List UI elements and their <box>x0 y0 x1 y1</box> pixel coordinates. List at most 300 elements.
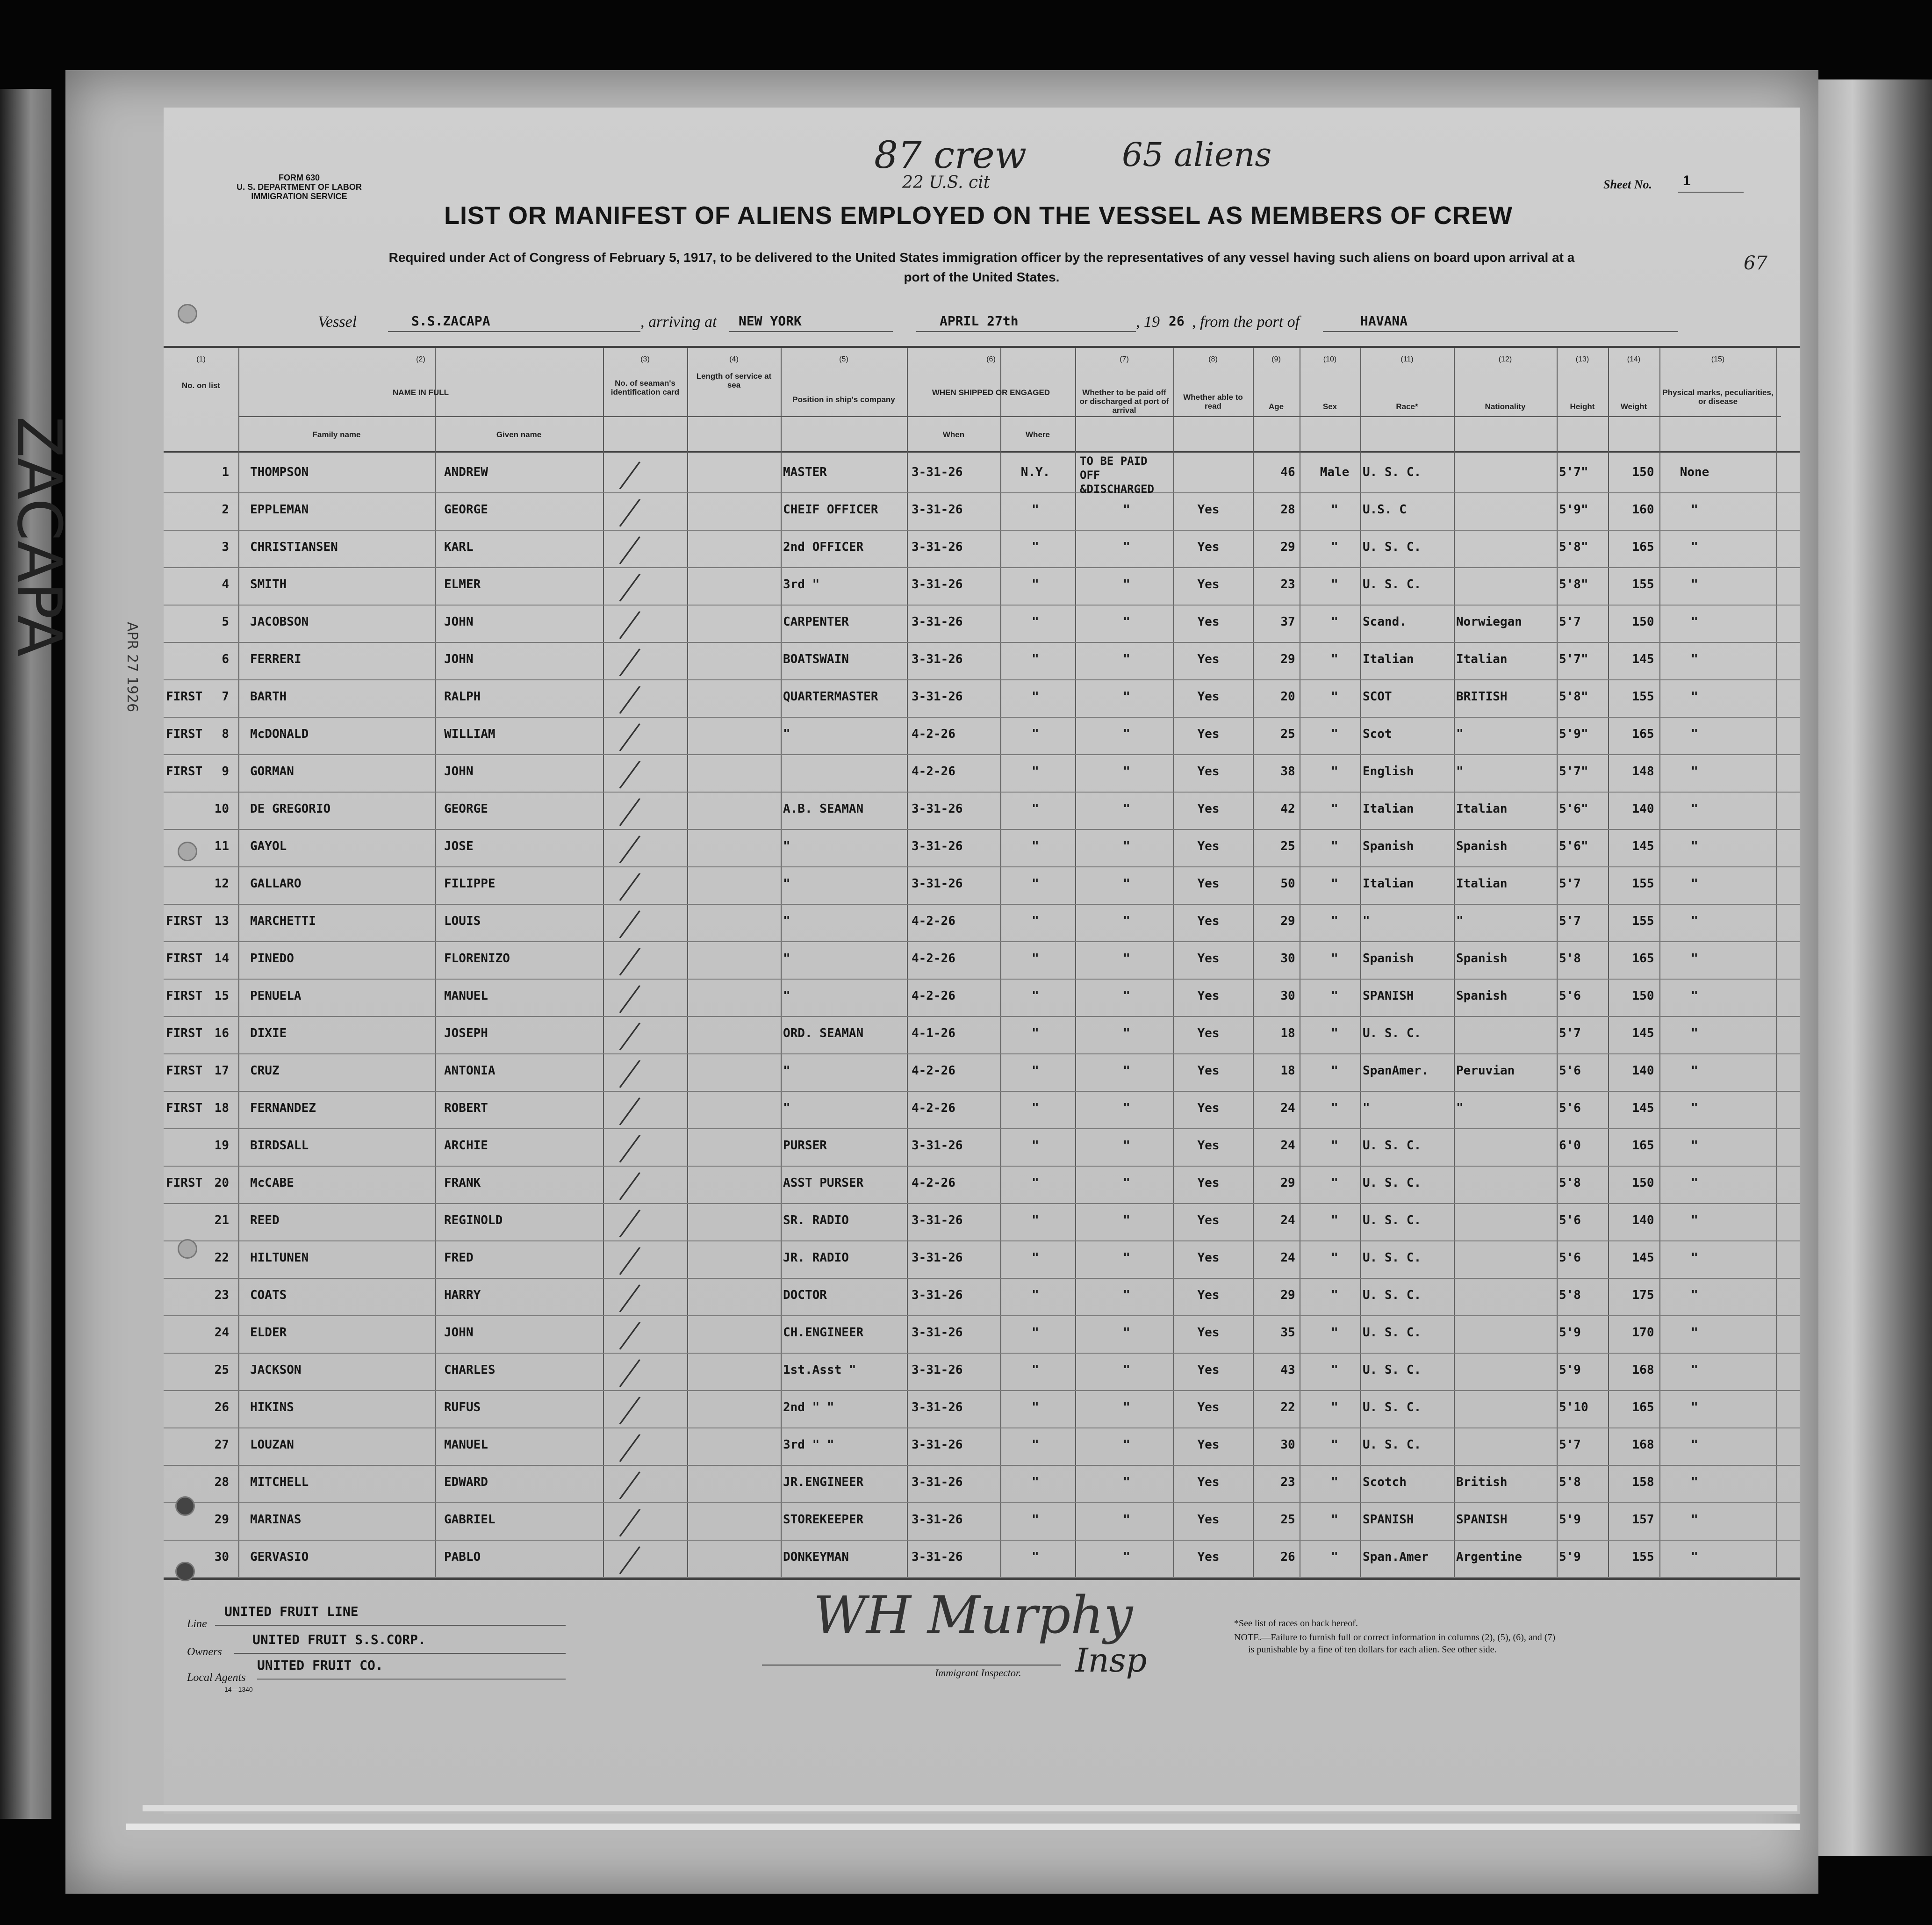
shipped-when: 3-31-26 <box>912 877 963 891</box>
race: U. S. C. <box>1363 1139 1422 1153</box>
given-name: MANUEL <box>444 1438 488 1452</box>
age: 25 <box>1280 727 1295 741</box>
sex: " <box>1331 1550 1338 1564</box>
shipped-when: 3-31-26 <box>912 802 963 816</box>
sex: " <box>1331 1213 1338 1227</box>
status-prefix: FIRST <box>166 690 203 704</box>
given-name: JOHN <box>444 1326 474 1340</box>
sex: " <box>1331 802 1338 816</box>
shipped-where: " <box>1032 989 1039 1003</box>
age: 18 <box>1280 1064 1295 1078</box>
able-to-read: Yes <box>1197 615 1220 629</box>
row-number: 25 <box>214 1363 229 1377</box>
height: 5'7 <box>1559 615 1581 629</box>
paid-off: " <box>1123 802 1130 816</box>
age: 20 <box>1280 690 1295 704</box>
height: 5'6 <box>1559 1101 1581 1115</box>
date-stamp: APR 27 1926 <box>124 622 140 713</box>
race: U. S. C. <box>1363 577 1422 591</box>
given-name: ARCHIE <box>444 1139 488 1153</box>
shipped-when: 3-31-26 <box>912 690 963 704</box>
shipped-where: " <box>1032 1176 1039 1190</box>
height: 5'7" <box>1559 465 1588 479</box>
arrival-date: APRIL 27th <box>940 313 1019 329</box>
paid-off: " <box>1123 914 1130 928</box>
family-name: FERNANDEZ <box>250 1101 316 1115</box>
shipped-when: 3-31-26 <box>912 839 963 853</box>
checkmark-icon <box>596 1277 641 1312</box>
nationality: Peruvian <box>1456 1064 1515 1078</box>
age: 38 <box>1280 764 1295 779</box>
paid-off: " <box>1123 577 1130 591</box>
weight: 145 <box>1632 839 1654 853</box>
shipped-where: " <box>1032 1101 1039 1115</box>
family-name: HILTUNEN <box>250 1251 309 1265</box>
sheet-number: 1 <box>1683 173 1691 188</box>
nationality: Italian <box>1456 802 1508 816</box>
weight: 155 <box>1632 1550 1654 1564</box>
table-row <box>164 1129 1800 1167</box>
shipped-where: " <box>1032 1513 1039 1527</box>
given-name: ANTONIA <box>444 1064 496 1078</box>
sex: " <box>1331 540 1338 554</box>
checkmark-icon <box>596 604 641 639</box>
able-to-read: Yes <box>1197 577 1220 591</box>
col-sex: Sex <box>1322 402 1337 411</box>
form-code: 14—1340 <box>224 1686 253 1693</box>
physical-marks: " <box>1691 615 1698 629</box>
given-name: FRED <box>444 1251 474 1265</box>
departure-port: HAVANA <box>1360 313 1408 329</box>
family-name: DIXIE <box>250 1026 287 1040</box>
sex: " <box>1331 1288 1338 1302</box>
col-shipped-engaged: WHEN SHIPPED OR ENGAGED <box>932 388 1050 397</box>
family-name: REED <box>250 1213 280 1227</box>
col-age: Age <box>1268 402 1284 411</box>
table-row <box>164 1391 1800 1428</box>
given-name: HARRY <box>444 1288 481 1302</box>
physical-marks: " <box>1691 540 1698 554</box>
row-number: 6 <box>222 652 229 666</box>
physical-marks: " <box>1691 1064 1698 1078</box>
row-number: 16 <box>214 1026 229 1040</box>
race: SPANISH <box>1363 989 1414 1003</box>
checkmark-icon <box>596 791 641 826</box>
status-prefix: FIRST <box>166 989 203 1003</box>
shipped-where: " <box>1032 839 1039 853</box>
race: English <box>1363 764 1414 779</box>
position: BOATSWAIN <box>783 652 849 666</box>
physical-marks: " <box>1691 577 1698 591</box>
sex: " <box>1331 652 1338 666</box>
column-number: (14) <box>1627 355 1641 363</box>
shipped-when: 3-31-26 <box>912 465 963 479</box>
height: 5'6 <box>1559 1064 1581 1078</box>
table-row <box>164 1167 1800 1204</box>
race: U.S. C <box>1363 503 1407 517</box>
age: 29 <box>1280 1288 1295 1302</box>
height: 5'10 <box>1559 1400 1588 1414</box>
sheet-edge <box>126 1824 1800 1830</box>
subtitle-line-1: Required under Act of Congress of February 5, 1917, to be delivered to the United States immigration officer by the representatives of any vessel having such aliens on board upon arrival at a <box>388 250 1575 265</box>
col-physical-marks: Physical marks, peculiarities, or disease <box>1662 388 1774 406</box>
paid-off: " <box>1123 503 1130 517</box>
given-name: GEORGE <box>444 802 488 816</box>
family-name: MARCHETTI <box>250 914 316 928</box>
physical-marks: " <box>1691 1139 1698 1153</box>
height: 5'7 <box>1559 914 1581 928</box>
weight: 150 <box>1632 989 1654 1003</box>
height: 5'7" <box>1559 652 1588 666</box>
weight: 165 <box>1632 1139 1654 1153</box>
physical-marks: " <box>1691 839 1698 853</box>
position: 3rd " " <box>783 1438 834 1452</box>
age: 29 <box>1280 914 1295 928</box>
status-prefix: FIRST <box>166 1176 203 1190</box>
able-to-read: Yes <box>1197 1326 1220 1340</box>
able-to-read: Yes <box>1197 914 1220 928</box>
height: 5'6 <box>1559 1251 1581 1265</box>
service-name: IMMIGRATION SERVICE <box>251 192 347 201</box>
weight: 168 <box>1632 1438 1654 1452</box>
punch-hole <box>178 304 197 324</box>
col-paid-off: Whether to be paid off or discharged at port of arrival <box>1079 388 1169 415</box>
race: SPANISH <box>1363 1513 1414 1527</box>
family-name: FERRERI <box>250 652 302 666</box>
col-race: Race* <box>1396 402 1418 411</box>
shipped-when: 4-2-26 <box>912 1101 955 1115</box>
citizen-annotation: 22 U.S. cit <box>902 173 991 192</box>
family-name: BIRDSALL <box>250 1139 309 1153</box>
nationality: Spanish <box>1456 989 1508 1003</box>
row-number: 5 <box>222 615 229 629</box>
position: " <box>783 989 790 1003</box>
age: 25 <box>1280 839 1295 853</box>
paid-off: " <box>1123 764 1130 779</box>
race: Italian <box>1363 877 1414 891</box>
row-number: 30 <box>214 1550 229 1564</box>
year-prefix: , 19 <box>1136 313 1160 331</box>
able-to-read: Yes <box>1197 503 1220 517</box>
position: " <box>783 877 790 891</box>
age: 25 <box>1280 1513 1295 1527</box>
column-number: (7) <box>1120 355 1129 363</box>
height: 5'7 <box>1559 1438 1581 1452</box>
inspector-initials: Insp <box>1075 1641 1147 1680</box>
sheet-number-label: Sheet No. <box>1603 178 1652 191</box>
age: 35 <box>1280 1326 1295 1340</box>
sex: " <box>1331 1513 1338 1527</box>
shipped-where: " <box>1032 1550 1039 1564</box>
penalty-note-2: is punishable by a fine of ten dollars for each alien. See other side. <box>1248 1644 1497 1655</box>
physical-marks: " <box>1691 952 1698 966</box>
able-to-read: Yes <box>1197 802 1220 816</box>
race: U. S. C. <box>1363 1438 1422 1452</box>
col-position: Position in ship's company <box>792 395 895 404</box>
height: 5'9 <box>1559 1550 1581 1564</box>
given-name: MANUEL <box>444 989 488 1003</box>
age: 28 <box>1280 503 1295 517</box>
position: ASST PURSER <box>783 1176 864 1190</box>
race: Spanish <box>1363 839 1414 853</box>
able-to-read: Yes <box>1197 1363 1220 1377</box>
age: 18 <box>1280 1026 1295 1040</box>
given-name: ELMER <box>444 577 481 591</box>
sex: " <box>1331 839 1338 853</box>
paid-off: " <box>1123 540 1130 554</box>
position: " <box>783 914 790 928</box>
column-number: (12) <box>1498 355 1512 363</box>
physical-marks: " <box>1691 1026 1698 1040</box>
race: U. S. C. <box>1363 1251 1422 1265</box>
manifest-form <box>4 108 1800 1814</box>
checkmark-icon <box>596 567 641 602</box>
physical-marks: " <box>1691 1213 1698 1227</box>
family-name: MITCHELL <box>250 1475 309 1489</box>
family-name: THOMPSON <box>250 465 309 479</box>
shipped-when: 4-1-26 <box>912 1026 955 1040</box>
race: Spanish <box>1363 952 1414 966</box>
family-name: GORMAN <box>250 764 294 779</box>
position: ORD. SEAMAN <box>783 1026 864 1040</box>
paid-off: " <box>1123 989 1130 1003</box>
race: U. S. C. <box>1363 1288 1422 1302</box>
race: Italian <box>1363 652 1414 666</box>
weight: 157 <box>1632 1513 1654 1527</box>
physical-marks: " <box>1691 1251 1698 1265</box>
table-row <box>164 793 1800 830</box>
position: 2nd OFFICER <box>783 540 864 554</box>
given-name: FRANK <box>444 1176 481 1190</box>
weight: 150 <box>1632 615 1654 629</box>
age: 37 <box>1280 615 1295 629</box>
height: 5'9 <box>1559 1513 1581 1527</box>
row-number: 28 <box>214 1475 229 1489</box>
row-number: 13 <box>214 914 229 928</box>
able-to-read: Yes <box>1197 1513 1220 1527</box>
column-number: (15) <box>1711 355 1725 363</box>
position: CH.ENGINEER <box>783 1326 864 1340</box>
height: 5'9" <box>1559 727 1588 741</box>
able-to-read: Yes <box>1197 1438 1220 1452</box>
sex: " <box>1331 989 1338 1003</box>
physical-marks: " <box>1691 1101 1698 1115</box>
paid-off: " <box>1123 1513 1130 1527</box>
shipped-when: 3-31-26 <box>912 1400 963 1414</box>
shipped-when: 3-31-26 <box>912 577 963 591</box>
race: SpanAmer. <box>1363 1064 1429 1078</box>
column-number: (8) <box>1208 355 1218 363</box>
shipped-when: 4-2-26 <box>912 989 955 1003</box>
shipped-when: 3-31-26 <box>912 540 963 554</box>
able-to-read: Yes <box>1197 540 1220 554</box>
underlying-sheet-right <box>1800 79 1932 1856</box>
family-name: PINEDO <box>250 952 294 966</box>
position: CHEIF OFFICER <box>783 503 878 517</box>
nationality: British <box>1456 1475 1508 1489</box>
position: DOCTOR <box>783 1288 827 1302</box>
column-number: (4) <box>729 355 739 363</box>
paid-off: " <box>1123 1251 1130 1265</box>
sex: " <box>1331 914 1338 928</box>
nationality: BRITISH <box>1456 690 1508 704</box>
age: 50 <box>1280 877 1295 891</box>
nationality: " <box>1456 914 1464 928</box>
able-to-read: Yes <box>1197 1550 1220 1564</box>
weight: 165 <box>1632 540 1654 554</box>
race: U. S. C. <box>1363 1363 1422 1377</box>
height: 5'6" <box>1559 839 1588 853</box>
ship-name-stamp: ZACAPA <box>4 416 75 657</box>
table-row <box>164 1279 1800 1316</box>
family-name: GERVASIO <box>250 1550 309 1564</box>
shipped-where: " <box>1032 615 1039 629</box>
row-number: 10 <box>214 802 229 816</box>
crew-count-annotation: 87 crew <box>874 133 1027 177</box>
row-number: 17 <box>214 1064 229 1078</box>
table-row <box>164 1316 1800 1354</box>
family-name: McDONALD <box>250 727 309 741</box>
family-name: DE GREGORIO <box>250 802 331 816</box>
row-number: 24 <box>214 1326 229 1340</box>
shipped-where: " <box>1032 1251 1039 1265</box>
table-row <box>164 1017 1800 1054</box>
given-name: PABLO <box>444 1550 481 1564</box>
race: U. S. C. <box>1363 1026 1422 1040</box>
paid-off: " <box>1123 652 1130 666</box>
age: 30 <box>1280 952 1295 966</box>
height: 5'8" <box>1559 690 1588 704</box>
sex: " <box>1331 577 1338 591</box>
row-number: 3 <box>222 540 229 554</box>
row-number: 21 <box>214 1213 229 1227</box>
given-name: JOHN <box>444 764 474 779</box>
checkmark-icon <box>596 1165 641 1200</box>
column-number: (2) <box>416 355 425 363</box>
shipped-when: 3-31-26 <box>912 1251 963 1265</box>
physical-marks: " <box>1691 1475 1698 1489</box>
sex: Male <box>1320 465 1350 479</box>
race: SCOT <box>1363 690 1392 704</box>
weight: 145 <box>1632 1026 1654 1040</box>
able-to-read: Yes <box>1197 952 1220 966</box>
physical-marks: " <box>1691 1513 1698 1527</box>
paid-off: " <box>1123 1213 1130 1227</box>
shipped-when: 3-31-26 <box>912 1363 963 1377</box>
height: 5'6 <box>1559 989 1581 1003</box>
shipped-when: 4-2-26 <box>912 764 955 779</box>
weight: 145 <box>1632 1251 1654 1265</box>
able-to-read: Yes <box>1197 1101 1220 1115</box>
physical-marks: " <box>1691 914 1698 928</box>
table-row <box>164 643 1800 680</box>
shipped-where: " <box>1032 540 1039 554</box>
family-name: JACOBSON <box>250 615 309 629</box>
race: " <box>1363 914 1370 928</box>
position: " <box>783 839 790 853</box>
physical-marks: " <box>1691 764 1698 779</box>
checkmark-icon <box>596 1090 641 1125</box>
family-name: EPPLEMAN <box>250 503 309 517</box>
shipped-where: N.Y. <box>1020 465 1050 479</box>
arrival-year: 26 <box>1169 313 1185 329</box>
shipped-where: " <box>1032 1026 1039 1040</box>
table-row <box>164 1054 1800 1092</box>
able-to-read: Yes <box>1197 1475 1220 1489</box>
family-name: MARINAS <box>250 1513 302 1527</box>
able-to-read: Yes <box>1197 764 1220 779</box>
table-row <box>164 493 1800 531</box>
height: 5'9 <box>1559 1326 1581 1340</box>
weight: 155 <box>1632 914 1654 928</box>
physical-marks: None <box>1680 465 1709 479</box>
shipped-where: " <box>1032 727 1039 741</box>
shipped-where: " <box>1032 1400 1039 1414</box>
shipped-where: " <box>1032 914 1039 928</box>
shipped-when: 3-31-26 <box>912 652 963 666</box>
checkmark-icon <box>596 1427 641 1462</box>
table-row <box>164 531 1800 568</box>
race-note: *See list of races on back hereof. <box>1234 1618 1358 1629</box>
paid-off: " <box>1123 1026 1130 1040</box>
checkmark-icon <box>596 941 641 976</box>
weight: 140 <box>1632 1213 1654 1227</box>
row-number: 29 <box>214 1513 229 1527</box>
table-row <box>164 905 1800 942</box>
given-name: GEORGE <box>444 503 488 517</box>
status-prefix: FIRST <box>166 952 203 966</box>
checkmark-icon <box>596 1128 641 1163</box>
height: 5'8 <box>1559 1288 1581 1302</box>
column-number: (1) <box>196 355 206 363</box>
col-where: Where <box>1026 430 1050 439</box>
race: U. S. C. <box>1363 1213 1422 1227</box>
age: 42 <box>1280 802 1295 816</box>
family-name: CRUZ <box>250 1064 280 1078</box>
checkmark-icon <box>596 1203 641 1238</box>
col-length-of-service: Length of service at sea <box>696 372 772 389</box>
position: " <box>783 727 790 741</box>
column-number: (6) <box>986 355 996 363</box>
sex: " <box>1331 1251 1338 1265</box>
able-to-read: Yes <box>1197 652 1220 666</box>
height: 5'8" <box>1559 540 1588 554</box>
checkmark-icon <box>596 829 641 864</box>
position: A.B. SEAMAN <box>783 802 864 816</box>
shipped-where: " <box>1032 1363 1039 1377</box>
shipped-where: " <box>1032 1438 1039 1452</box>
age: 29 <box>1280 652 1295 666</box>
line-label: Line <box>187 1618 207 1630</box>
checkmark-icon <box>596 1539 641 1574</box>
shipped-where: " <box>1032 652 1039 666</box>
physical-marks: " <box>1691 1326 1698 1340</box>
position: MASTER <box>783 465 827 479</box>
sex: " <box>1331 1475 1338 1489</box>
checkmark-icon <box>596 1390 641 1425</box>
sex: " <box>1331 1139 1338 1153</box>
given-name: JOHN <box>444 615 474 629</box>
row-number: 19 <box>214 1139 229 1153</box>
position: 3rd " <box>783 577 820 591</box>
given-name: WILLIAM <box>444 727 496 741</box>
table-row <box>164 1428 1800 1466</box>
paid-off: " <box>1123 1064 1130 1078</box>
punch-hole <box>175 1496 195 1516</box>
checkmark-icon <box>596 903 641 938</box>
owners-value: UNITED FRUIT S.S.CORP. <box>252 1632 426 1647</box>
weight: 155 <box>1632 577 1654 591</box>
